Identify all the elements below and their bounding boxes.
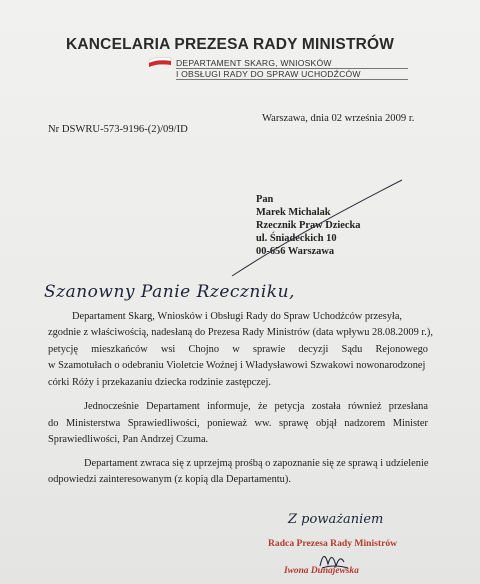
paragraph-1-line: córki Róży i przekazaniu dziecka rodzinie zastępczej. (48, 377, 271, 388)
paragraph-1-line: Departament Skarg, Wniosków i Obsługi Rady do Spraw Uchodźców przesyła, (72, 311, 403, 322)
letterhead-divider-2 (176, 79, 408, 80)
polish-flag-icon (148, 55, 172, 69)
recipient-line: ul. Śniadeckich 10 (256, 233, 337, 244)
paragraph-2-line: do Ministerstwa Sprawiedliwości, ponieważ ww. sprawę objął nadzorem Minister (48, 418, 428, 429)
reference-number: Nr DSWRU-573-9196-(2)/09/ID (48, 124, 188, 135)
organization-title: KANCELARIA PREZESA RADY MINISTRÓW (66, 36, 395, 53)
stamp-name: Iwona Dunajewska (284, 566, 359, 576)
department-line-1: DEPARTAMENT SKARG, WNIOSKÓW (176, 58, 332, 68)
paragraph-1-line: zgodnie z właściwością, nadesłaną do Prezesa Rady Ministrów (data wpływu 28.08.2009 r.), (48, 327, 433, 338)
handwritten-slash-mark (226, 172, 406, 282)
recipient-line: 00-656 Warszawa (256, 246, 335, 257)
place-date: Warszawa, dnia 02 września 2009 r. (262, 113, 415, 124)
handwritten-salutation: Szanowny Panie Rzeczniku, (44, 282, 295, 302)
paragraph-2-line: Jednocześnie Departament informuje, że petycja została również przesłana (84, 401, 428, 412)
paragraph-3-line: Departament zwraca się z uprzejmą prośbą o zapoznanie się ze sprawą i udzielenie (84, 458, 429, 469)
stamp-title: Radca Prezesa Rady Ministrów (268, 538, 398, 549)
paragraph-2-line: Sprawiedliwości, Pan Andrzej Czuma. (48, 434, 209, 445)
paragraph-1-line: w Szamotułach o odebraniu Violetcie Woźnej i Władysławowi Szwakowi nowonarodzonej (48, 360, 426, 371)
paragraph-3-line: odpowiedzi zainteresowanym (z kopią dla Departamentu). (48, 474, 291, 485)
recipient-line: Rzecznik Praw Dziecka (256, 220, 361, 231)
recipient-line: Marek Michalak (256, 207, 331, 218)
paragraph-1-line: petycję mieszkańców wsi Chojno w sprawie decyzji Sądu Rejonowego (48, 344, 428, 355)
department-line-2: I OBSŁUGI RADY DO SPRAW UCHODŹCÓW (176, 69, 361, 79)
handwritten-closing: Z poważaniem (288, 512, 384, 527)
recipient-line: Pan (256, 194, 274, 205)
